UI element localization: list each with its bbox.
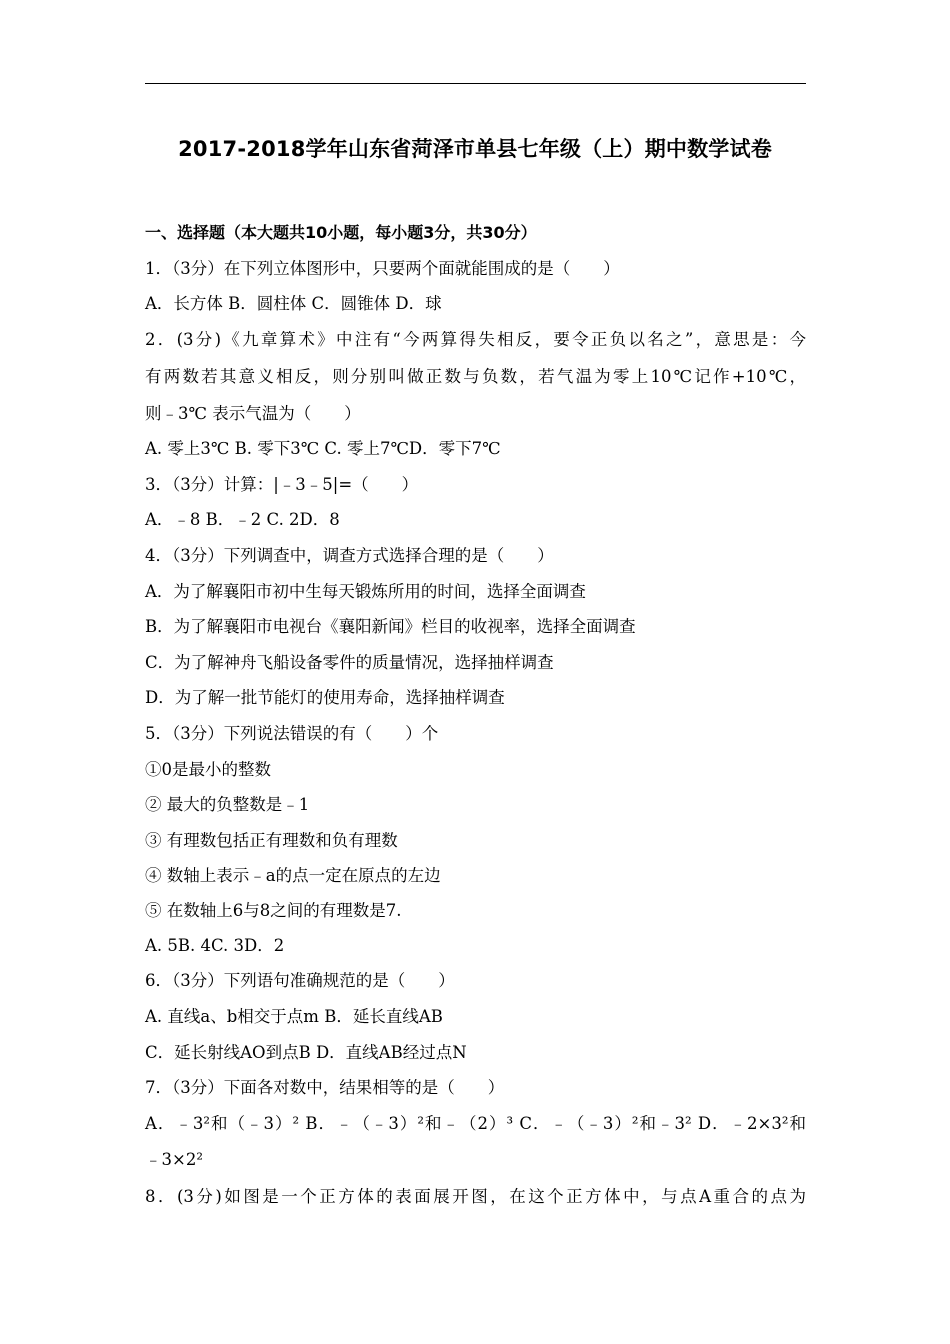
question-2-cont: 有两数若其意义相反，则分别叫做正数与负数，若气温为零上10℃记作+10℃，	[145, 367, 806, 386]
question-5-options: A. 5B. 4C. 3D．2	[145, 936, 285, 955]
question-3: 3．（3分）计算：|﹣3﹣5|=（ ）	[145, 475, 419, 494]
question-4-option-c: C．为了解神舟飞船设备零件的质量情况，选择抽样调查	[145, 653, 554, 672]
question-4-option-d: D．为了解一批节能灯的使用寿命，选择抽样调查	[145, 688, 505, 707]
question-4-option-b: B．为了解襄阳市电视台《襄阳新闻》栏目的收视率，选择全面调查	[145, 617, 636, 636]
question-2-options: A. 零上3℃ B. 零下3℃ C. 零上7℃D．零下7℃	[145, 439, 501, 458]
question-2: 2．(3分)《九章算术》中注有“今两算得失相反，要令正负以名之”，意思是：今	[145, 330, 806, 349]
question-7-options-cont: ﹣3×2²	[145, 1150, 203, 1169]
question-2-cont: 则﹣3℃ 表示气温为（ ）	[145, 404, 361, 423]
question-7: 7．（3分）下面各对数中，结果相等的是（ ）	[145, 1078, 505, 1097]
question-1-options: A．长方体 B．圆柱体 C．圆锥体 D．球	[145, 294, 442, 313]
header-rule	[145, 83, 806, 84]
question-4-option-a: A．为了解襄阳市初中生每天锻炼所用的时间，选择全面调查	[145, 582, 586, 601]
question-5-statement-1: ①0是最小的整数	[145, 760, 271, 779]
question-6-options-ab: A. 直线a、b相交于点m B．延长直线AB	[145, 1007, 443, 1026]
question-7-options: A．﹣3²和（﹣3）² B．﹣（﹣3）²和﹣（2）³ C．﹣（﹣3）²和﹣3² D．﹣2×3²和	[145, 1114, 806, 1133]
section-heading: 一、选择题（本大题共10小题，每小题3分，共30分）	[145, 223, 537, 242]
question-8: 8．(3分)如图是一个正方体的表面展开图，在这个正方体中，与点A重合的点为	[145, 1187, 806, 1206]
question-6: 6．（3分）下列语句准确规范的是（ ）	[145, 971, 455, 990]
question-5: 5．（3分）下列说法错误的有（ ）个	[145, 724, 439, 743]
question-4: 4．（3分）下列调查中，调查方式选择合理的是（ ）	[145, 546, 554, 565]
question-6-options-cd: C．延长射线AO到点B D．直线AB经过点N	[145, 1043, 467, 1062]
question-5-statement-5: ⑤ 在数轴上6与8之间的有理数是7.	[145, 901, 402, 920]
page-title: 2017-2018学年山东省菏泽市单县七年级（上）期中数学试卷	[178, 137, 772, 161]
question-5-statement-2: ② 最大的负整数是﹣1	[145, 795, 310, 814]
question-5-statement-3: ③ 有理数包括正有理数和负有理数	[145, 831, 398, 850]
question-3-options: A．﹣8 B．﹣2 C. 2D．8	[145, 510, 340, 529]
question-5-statement-4: ④ 数轴上表示﹣a的点一定在原点的左边	[145, 866, 441, 885]
question-1: 1．（3分）在下列立体图形中，只要两个面就能围成的是（ ）	[145, 259, 620, 278]
